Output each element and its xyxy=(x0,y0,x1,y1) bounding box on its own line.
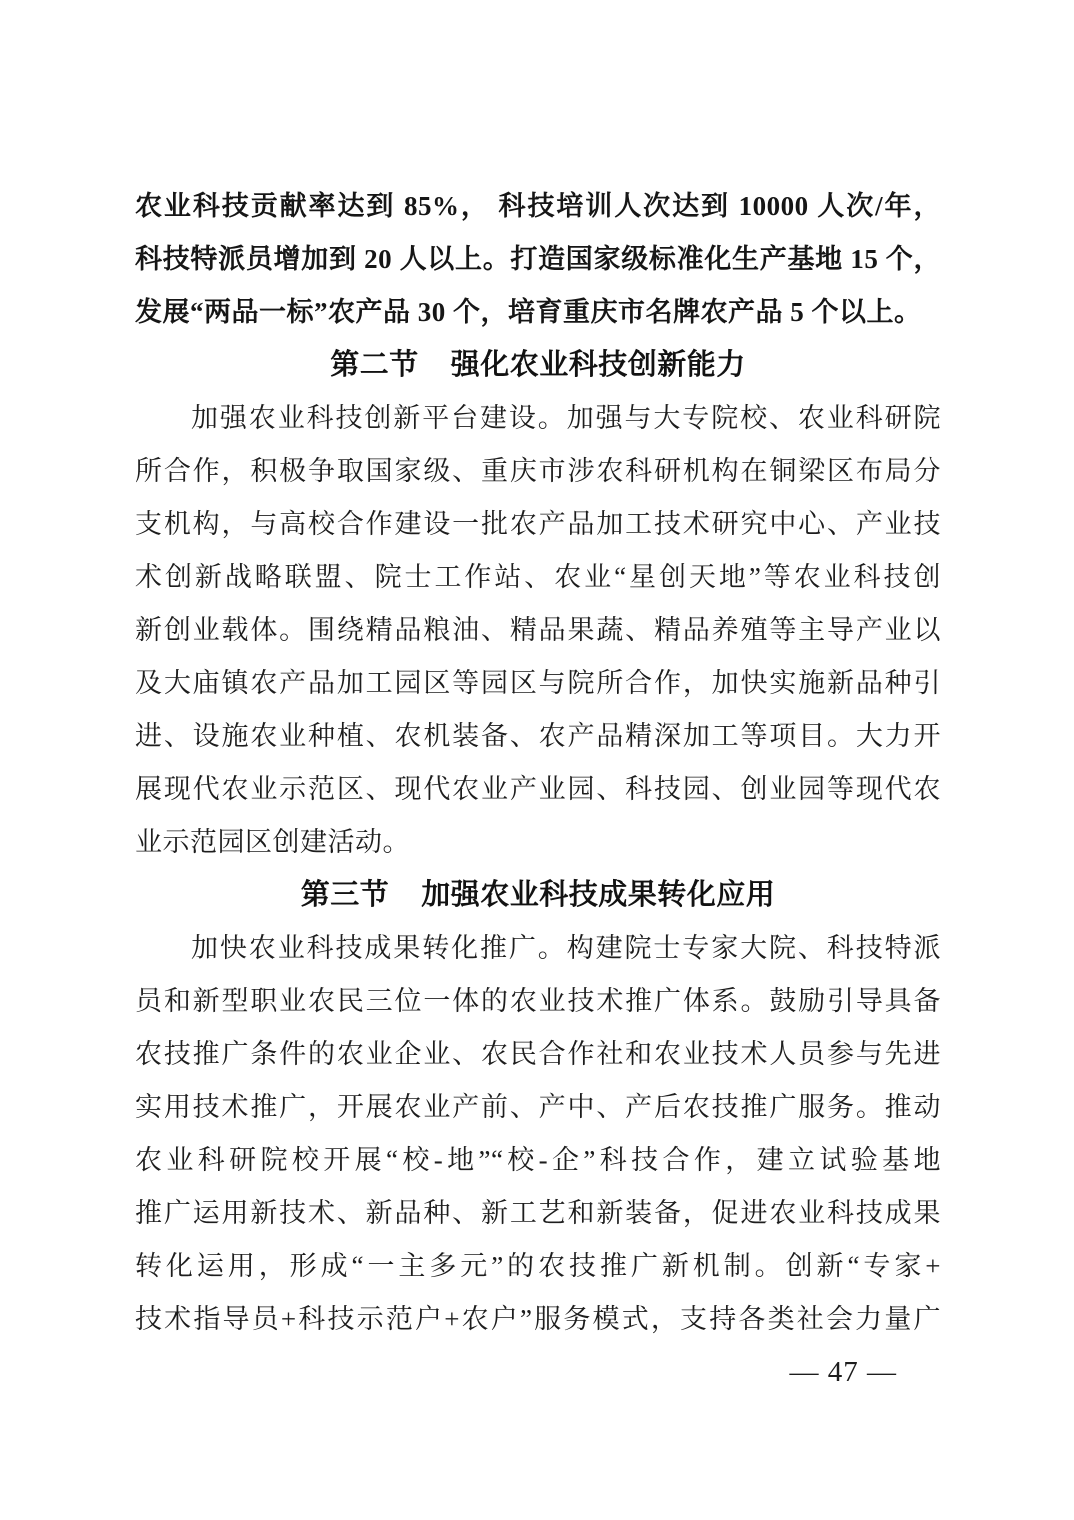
section-heading-title: 加强农业科技成果转化应用 xyxy=(421,879,776,911)
body-line: 术创新战略联盟、院士工作站、农业“星创天地”等农业科技创 xyxy=(135,562,941,592)
body-line: 农业科技贡献率达到 85%， 科技培训人次达到 10000 人次/年， xyxy=(135,191,941,221)
text-column xyxy=(135,180,941,1399)
page-number: — 47 — xyxy=(789,1356,897,1388)
body-line: 所合作，积极争取国家级、重庆市涉农科研机构在铜梁区布局分 xyxy=(135,456,941,486)
body-line: 技术指导员+科技示范户+农户”服务模式，支持各类社会力量广 xyxy=(135,1304,941,1334)
body-line: 业示范园区创建活动。 xyxy=(135,827,410,857)
body-line: 展现代农业示范区、现代农业产业园、科技园、创业园等现代农 xyxy=(135,774,941,804)
body-line: 加快农业科技成果转化推广。构建院士专家大院、科技特派 xyxy=(191,933,941,963)
body-line: 发展“两品一标”农产品 30 个，培育重庆市名牌农产品 5 个以上。 xyxy=(135,297,922,327)
section-heading-label: 第三节 xyxy=(300,879,390,911)
body-line: 进、设施农业种植、农机装备、农产品精深加工等项目。大力开 xyxy=(135,721,941,751)
body-line: 员和新型职业农民三位一体的农业技术推广体系。鼓励引导具备 xyxy=(135,986,941,1016)
body-line: 农业科研院校开展“校-地”“校-企”科技合作，建立试验基地 xyxy=(135,1145,941,1175)
section-heading xyxy=(135,869,941,922)
body-line: 新创业载体。围绕精品粮油、精品果蔬、精品养殖等主导产业以 xyxy=(135,615,941,645)
body-line: 支机构，与高校合作建设一批农产品加工技术研究中心、产业技 xyxy=(135,509,941,539)
body-line: 农技推广条件的农业企业、农民合作社和农业技术人员参与先进 xyxy=(135,1039,941,1069)
document-lines xyxy=(135,180,941,1346)
body-line: 转化运用，形成“一主多元”的农技推广新机制。创新“专家+ xyxy=(135,1251,941,1281)
section-heading-title: 强化农业科技创新能力 xyxy=(450,349,746,381)
body-line: 推广运用新技术、新品种、新工艺和新装备，促进农业科技成果 xyxy=(135,1198,941,1228)
section-heading-label: 第二节 xyxy=(330,349,419,381)
body-line: 实用技术推广，开展农业产前、产中、产后农技推广服务。推动 xyxy=(135,1092,941,1122)
section-heading xyxy=(135,339,941,392)
body-line: 及大庙镇农产品加工园区等园区与院所合作，加快实施新品种引 xyxy=(135,668,941,698)
body-line: 科技特派员增加到 20 人以上。打造国家级标准化生产基地 15 个， xyxy=(135,244,941,274)
body-line: 加强农业科技创新平台建设。加强与大专院校、农业科研院 xyxy=(191,403,941,433)
